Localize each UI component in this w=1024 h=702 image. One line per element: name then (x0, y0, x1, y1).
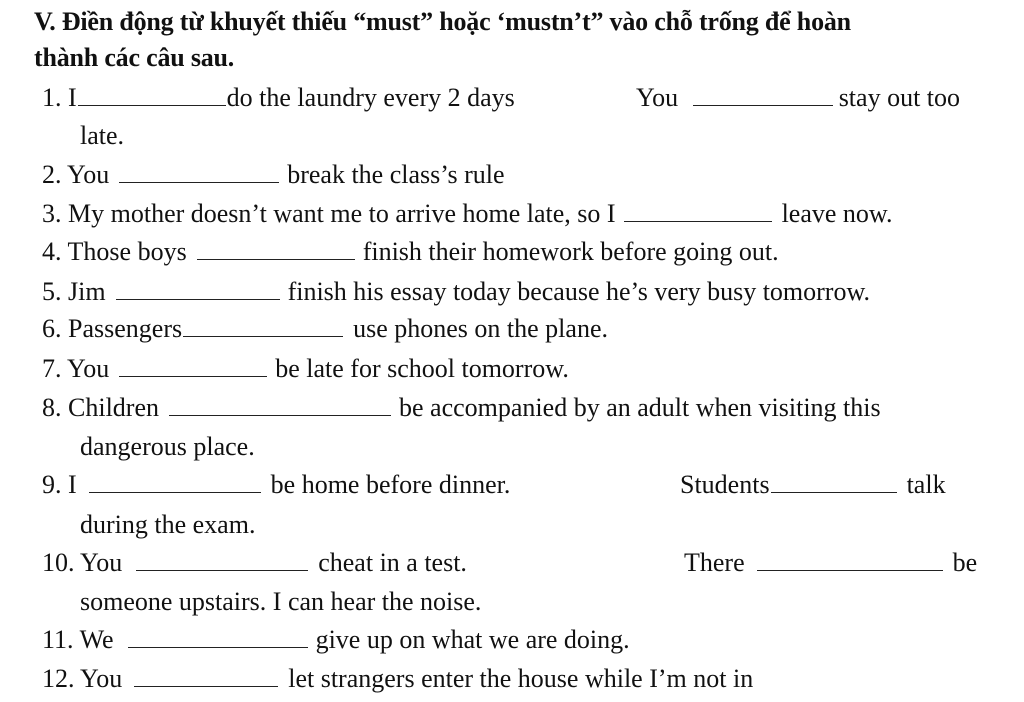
q3-blank[interactable] (624, 201, 772, 222)
q9-blank-a[interactable] (89, 472, 261, 493)
q9-b-lead: Students (680, 470, 770, 499)
q11-number: 11. We (42, 625, 114, 654)
question-10 (42, 548, 467, 578)
question-7 (42, 354, 569, 384)
q6-number: 6. Passengers (42, 314, 183, 343)
q12-number: 12. You (42, 664, 123, 693)
q1-blank-b[interactable] (693, 85, 833, 106)
q1-continuation: late. (80, 121, 125, 150)
q1-blank-a[interactable] (78, 85, 226, 106)
question-1 (42, 83, 515, 113)
q12-text: let strangers enter the house while I’m not in (288, 664, 754, 693)
question-12 (42, 664, 753, 694)
q2-number: 2. You (42, 160, 110, 189)
q8-number: 8. Children (42, 393, 159, 422)
q9-b-tail: talk (906, 470, 946, 499)
q10-blank-b[interactable] (757, 550, 943, 571)
q9-continuation: during the exam. (80, 510, 256, 539)
q6-text: use phones on the plane. (353, 314, 608, 343)
q1-b-tail: stay out too (838, 83, 961, 112)
q10-text-a: cheat in a test. (318, 548, 467, 577)
question-9b (680, 470, 946, 500)
q2-blank[interactable] (119, 162, 279, 183)
q9-blank-b[interactable] (771, 472, 897, 493)
q5-number: 5. Jim (42, 277, 106, 306)
q6-blank[interactable] (183, 316, 343, 337)
q3-lead: 3. My mother doesn’t want me to arrive home late, so I (42, 199, 616, 228)
q4-number: 4. Those boys (42, 237, 187, 266)
q12-blank[interactable] (134, 666, 278, 687)
question-5 (42, 277, 870, 307)
question-1b (636, 83, 960, 113)
q8-blank[interactable] (169, 395, 391, 416)
question-9 (42, 470, 510, 500)
q3-tail: leave now. (781, 199, 893, 228)
q8-text: be accompanied by an adult when visiting this (399, 393, 881, 422)
q1-number: 1. I (42, 83, 77, 112)
q4-blank[interactable] (197, 239, 355, 260)
q1-b-lead: You (636, 83, 679, 112)
q10-number: 10. You (42, 548, 123, 577)
q10-blank-a[interactable] (136, 550, 308, 571)
q8-continuation: dangerous place. (80, 432, 255, 461)
q11-blank[interactable] (128, 627, 308, 648)
question-10b (684, 548, 977, 578)
question-4 (42, 237, 779, 267)
q10-b-tail: be (952, 548, 978, 577)
q7-blank[interactable] (119, 356, 267, 377)
question-11 (42, 625, 630, 655)
exercise-title (34, 4, 1009, 76)
q4-text: finish their homework before going out. (362, 237, 779, 266)
q1-text-a: do the laundry every 2 days (226, 83, 515, 112)
q5-text: finish his essay today because he’s very busy tomorrow. (287, 277, 871, 306)
q10-b-lead: There (684, 548, 745, 577)
title-line-2: thành các câu sau. (34, 43, 235, 72)
q9-number: 9. I (42, 470, 77, 499)
q7-number: 7. You (42, 354, 110, 383)
q5-blank[interactable] (116, 279, 280, 300)
q9-text-a: be home before dinner. (270, 470, 511, 499)
question-2 (42, 160, 505, 190)
question-8 (42, 393, 881, 423)
q7-text: be late for school tomorrow. (275, 354, 569, 383)
question-3 (42, 199, 893, 229)
question-6 (42, 314, 608, 344)
q10-continuation: someone upstairs. I can hear the noise. (80, 587, 482, 616)
q2-text: break the class’s rule (287, 160, 505, 189)
q11-text: give up on what we are doing. (315, 625, 630, 654)
title-line-1: V. Điền động từ khuyết thiếu “must” hoặc ‘mustn’t” vào chỗ trống để hoàn (34, 7, 851, 36)
